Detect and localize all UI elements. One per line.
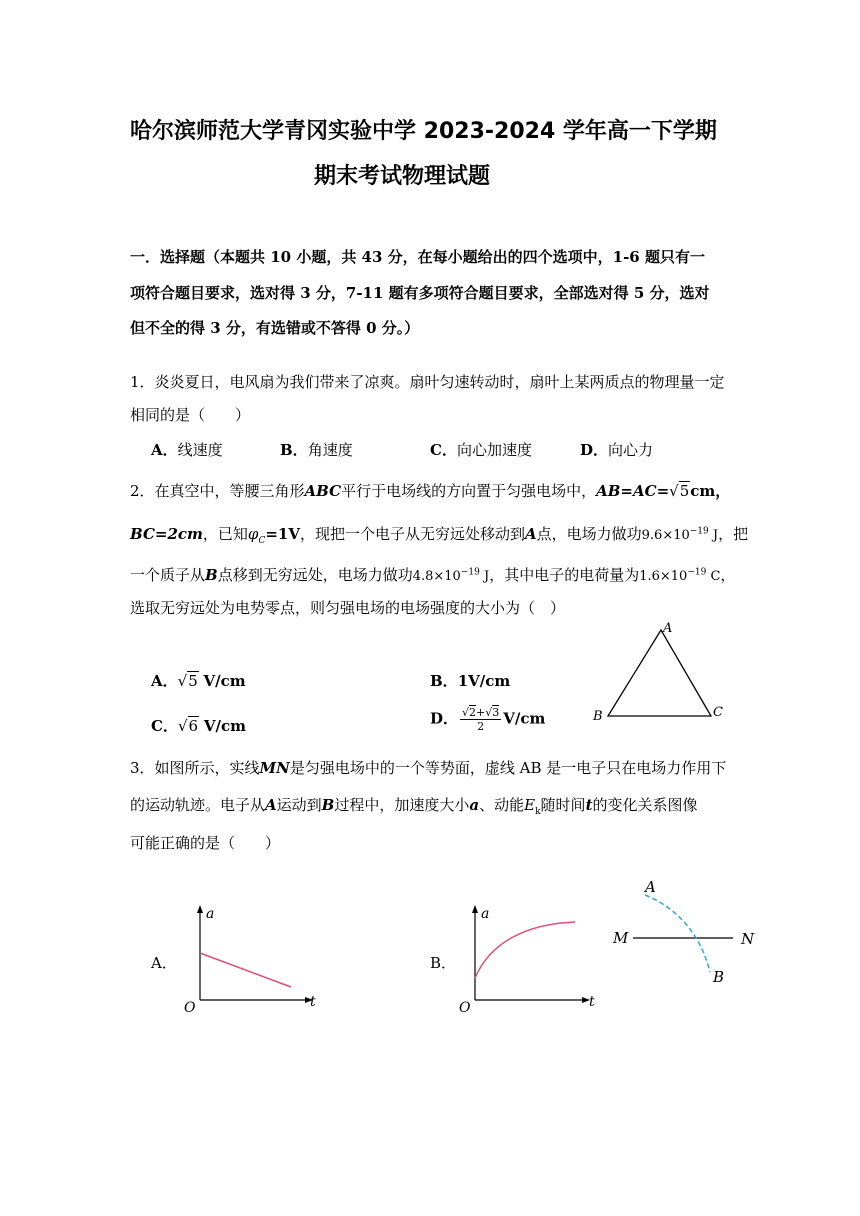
q2-triangle-name: ABC <box>304 482 342 500</box>
q3-l1-text-a: 3．如图所示，实线 <box>130 759 260 777</box>
q2-phi-value: =1V <box>265 525 300 543</box>
triangle-abc <box>608 630 711 716</box>
q2-l3-text-c: ，其中电子的电荷量为 <box>489 566 640 584</box>
q2-option-d-fraction: $\frac{√2+√3}{2}$ <box>462 706 500 733</box>
q1-option-a[interactable] <box>151 439 223 460</box>
q2-l2-text-b: ，现把一个电子从无穷远处移动到 <box>299 525 525 543</box>
q2-l2-text-c: 点，电场力做功 <box>536 525 642 543</box>
q3-l2-text-f: 的变化关系图像 <box>592 796 698 814</box>
q1-option-b-text: 角速度 <box>307 441 353 459</box>
q2-option-c-label: C． <box>151 717 178 735</box>
q3-stem-line2 <box>130 794 698 817</box>
q3-l2-text-a: 的运动轨迹。电子从 <box>130 796 266 814</box>
q2-electron-charge: $1.6\times 10^{-19}$ C <box>639 567 721 584</box>
q3-stem-line3: 可能正确的是（ ） <box>130 834 281 852</box>
q2-stem-line2 <box>130 523 748 546</box>
q3-graph-a <box>180 900 330 1020</box>
section-heading-line1: 一．选择题（本题共 10 小题，共 43 分，在每小题给出的四个选项中，1-6 题只有一 <box>130 248 705 266</box>
q2-l2-text-d: ，把 <box>718 525 749 543</box>
q2-sqrt5: √5 <box>669 482 690 500</box>
q2-option-d-unit: V/cm <box>503 709 546 728</box>
q3-mn-label: MN <box>259 759 290 777</box>
q2-option-a-sqrt: √5 <box>177 672 198 690</box>
q1-option-a-label: A． <box>151 441 178 459</box>
q2-option-b-label: B． <box>430 672 458 690</box>
q3-stem-line1 <box>130 757 726 778</box>
q2-phi-subscript: C <box>258 536 266 546</box>
q2-l1-unit: cm， <box>690 482 731 500</box>
q2-phi-symbol: φ <box>247 525 259 543</box>
q3-ek-symbol: E <box>524 796 536 814</box>
q1-option-a-text: 线速度 <box>177 441 223 459</box>
q2-work-electron: $9.6\times 10^{-19}$ J <box>641 526 719 543</box>
q2-l2-text-a: ，已知 <box>202 525 248 543</box>
q3-trajectory-figure <box>605 872 765 992</box>
q2-option-c[interactable] <box>151 715 246 736</box>
q3-l2-text-b: 运动到 <box>276 796 322 814</box>
q2-bc-length: BC=2cm <box>130 525 203 543</box>
q3-l2-text-d: 、动能 <box>479 796 525 814</box>
q2-point-b: B <box>205 566 218 584</box>
q3-option-b-label[interactable]: B． <box>430 954 457 972</box>
q2-option-b[interactable] <box>430 670 510 691</box>
graph-b-origin: O <box>459 1000 471 1016</box>
q1-option-d-label: D． <box>580 441 609 459</box>
q2-equal-sides: AB=AC= <box>596 482 670 500</box>
line-label-m: M <box>613 929 629 947</box>
q3-ek-subscript: k <box>535 807 541 817</box>
q2-point-a: A <box>525 525 537 543</box>
q2-l1-text-b: 平行于电场线的方向置于匀强电场中， <box>341 482 597 500</box>
q3-graph-b <box>455 898 605 1018</box>
q2-option-c-unit: V/cm <box>203 717 246 735</box>
q1-option-b-label: B． <box>280 441 308 459</box>
q3-l1-text-b: 是匀强电场中的一个等势面，虚线 AB 是一电子只在电场力作用下 <box>289 759 727 777</box>
trajectory-point-b: B <box>713 968 725 986</box>
q1-stem-line1: 1．炎炎夏日，电风扇为我们带来了凉爽。扇叶匀速转动时，扇叶上某两质点的物理量一定 <box>130 373 725 391</box>
triangle-vertex-c: C <box>713 705 723 720</box>
q2-option-a[interactable] <box>151 670 246 691</box>
graph-b-y-label: a <box>481 906 490 922</box>
q1-option-d[interactable] <box>580 439 653 460</box>
q2-option-d-label: D． <box>430 709 459 728</box>
q2-l3-text-a: 一个质子从 <box>130 566 206 584</box>
graph-b-y-arrow <box>472 905 478 913</box>
q3-point-a: A <box>265 796 277 814</box>
q1-option-c[interactable] <box>430 439 532 460</box>
line-label-n: N <box>741 930 755 948</box>
q2-triangle-figure <box>585 618 735 728</box>
page-title-line2: 期末考试物理试题 <box>314 164 491 189</box>
q2-stem-line3 <box>130 564 735 585</box>
q3-accel-symbol: a <box>469 796 480 814</box>
graph-a-x-label: t <box>310 994 316 1010</box>
q1-option-b[interactable] <box>280 439 353 460</box>
q3-option-a-label[interactable]: A． <box>151 954 177 972</box>
q1-option-c-text: 向心加速度 <box>456 441 532 459</box>
q1-option-d-text: 向心力 <box>608 441 654 459</box>
q2-stem-line1 <box>130 480 730 501</box>
q2-stem-line4: 选取无穷远处为电势零点，则匀强电场的电场强度的大小为（ ） <box>130 599 566 617</box>
section-heading-line3: 但不全的得 3 分，有选错或不答得 0 分。） <box>130 319 420 337</box>
q1-option-c-label: C． <box>430 441 457 459</box>
q2-option-b-text: 1V/cm <box>457 672 511 690</box>
q3-point-b: B <box>321 796 335 814</box>
q2-work-proton: $4.8\times 10^{-19}$ J <box>412 567 490 584</box>
triangle-vertex-b: B <box>593 709 603 724</box>
graph-b-curve <box>475 922 575 978</box>
q1-stem-line2: 相同的是（ ） <box>130 406 251 424</box>
graph-a-y-label: a <box>206 906 215 922</box>
trajectory-point-a: A <box>645 878 656 896</box>
triangle-vertex-a: A <box>663 621 673 636</box>
q2-option-a-unit: V/cm <box>203 672 246 690</box>
q2-l3-text-d: ， <box>720 566 736 584</box>
q3-l2-text-c: 过程中，加速度大小 <box>334 796 470 814</box>
q3-time-symbol: t <box>585 796 593 814</box>
graph-a-line <box>200 953 291 987</box>
section-heading-line2: 项符合题目要求，选对得 3 分，7-11 题有多项符合题目要求，全部选对得 5 分，选对 <box>130 284 710 302</box>
graph-b-x-label: t <box>589 994 595 1010</box>
page-title-line1: 哈尔滨师范大学青冈实验中学 2023-2024 学年高一下学期 <box>130 119 717 144</box>
q2-option-a-label: A． <box>151 672 178 690</box>
q2-option-d[interactable] <box>430 706 545 733</box>
q3-l2-text-e: 随时间 <box>540 796 586 814</box>
graph-a-y-arrow <box>197 905 203 913</box>
graph-a-origin: O <box>184 1000 196 1016</box>
q2-option-c-sqrt: √6 <box>177 717 199 735</box>
q2-l1-text-a: 2．在真空中，等腰三角形 <box>130 482 305 500</box>
q2-l3-text-b: 点移到无穷远处，电场力做功 <box>217 566 413 584</box>
electron-trajectory <box>645 895 710 972</box>
